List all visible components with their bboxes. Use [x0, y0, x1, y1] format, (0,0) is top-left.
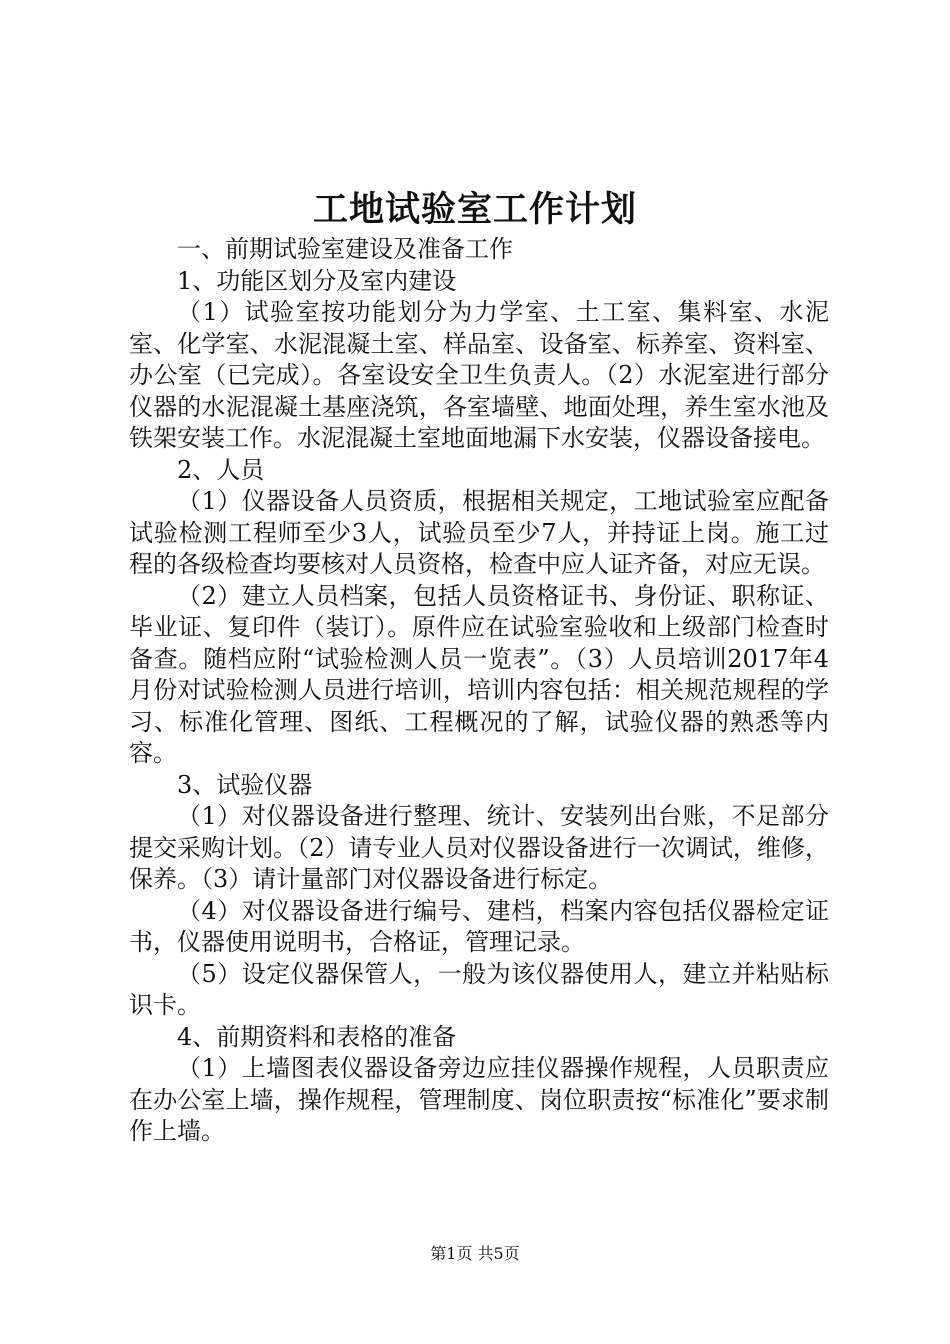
paragraph-3-2: （4）对仪器设备进行编号、建档，档案内容包括仪器检定证书，仪器使用说明书，合格证，管理记录。 — [129, 896, 829, 956]
subsection-heading-2: 2、人员 — [177, 455, 265, 484]
document-body — [129, 234, 829, 1148]
paragraph-2-2: （2）建立人员档案，包括人员资格证书、身份证、职称证、毕业证、复印件（装订）。原件应在试验室验收和上级部门检查时备查。随档应附“试验检测人员一览表”。（3）人员培训2017年4月份对试验检测人员进行培训，培训内容包括：相关规范规程的学习、标准化管理、图纸、工程概况的了解，试验仪器的熟悉等内容。 — [129, 581, 829, 767]
paragraph-4-1: （1）上墙图表仪器设备旁边应挂仪器操作规程，人员职责应在办公室上墙，操作规程，管理制度、岗位职责按“标准化”要求制作上墙。 — [129, 1054, 829, 1145]
subsection-heading-1: 1、功能区划分及室内建设 — [177, 266, 457, 295]
subsection-heading-3: 3、试验仪器 — [177, 770, 313, 799]
paragraph-2-1: （1）仪器设备人员资质，根据相关规定，工地试验室应配备试验检测工程师至少3人，试验员至少7人，并持证上岗。施工过程的各级检查均要核对人员资格，检查中应人证齐备，对应无误。 — [129, 487, 829, 578]
page-number-footer: 第1页 共5页 — [430, 1244, 520, 1263]
section-heading-1: 一、前期试验室建设及准备工作 — [177, 235, 513, 263]
paragraph-3-3: （5）设定仪器保管人，一般为该仪器使用人，建立并粘贴标识卡。 — [129, 959, 829, 1019]
paragraph-1-1: （1）试验室按功能划分为力学室、土工室、集料室、水泥室、化学室、水泥混凝土室、样品室、设备室、标养室、资料室、办公室（已完成）。各室设安全卫生负责人。（2）水泥室进行部分仪器的水泥混凝土基座浇筑，各室墙壁、地面处理，养生室水池及铁架安装工作。水泥混凝土室地面地漏下水安装，仪器设备接电。 — [129, 298, 829, 452]
subsection-heading-4: 4、前期资料和表格的准备 — [177, 1022, 457, 1051]
paragraph-3-1: （1）对仪器设备进行整理、统计、安装列出台账，不足部分提交采购计划。（2）请专业人员对仪器设备进行一次调试，维修，保养。（3）请计量部门对仪器设备进行标定。 — [129, 802, 829, 893]
page-title: 工地试验室工作计划 — [312, 189, 637, 230]
